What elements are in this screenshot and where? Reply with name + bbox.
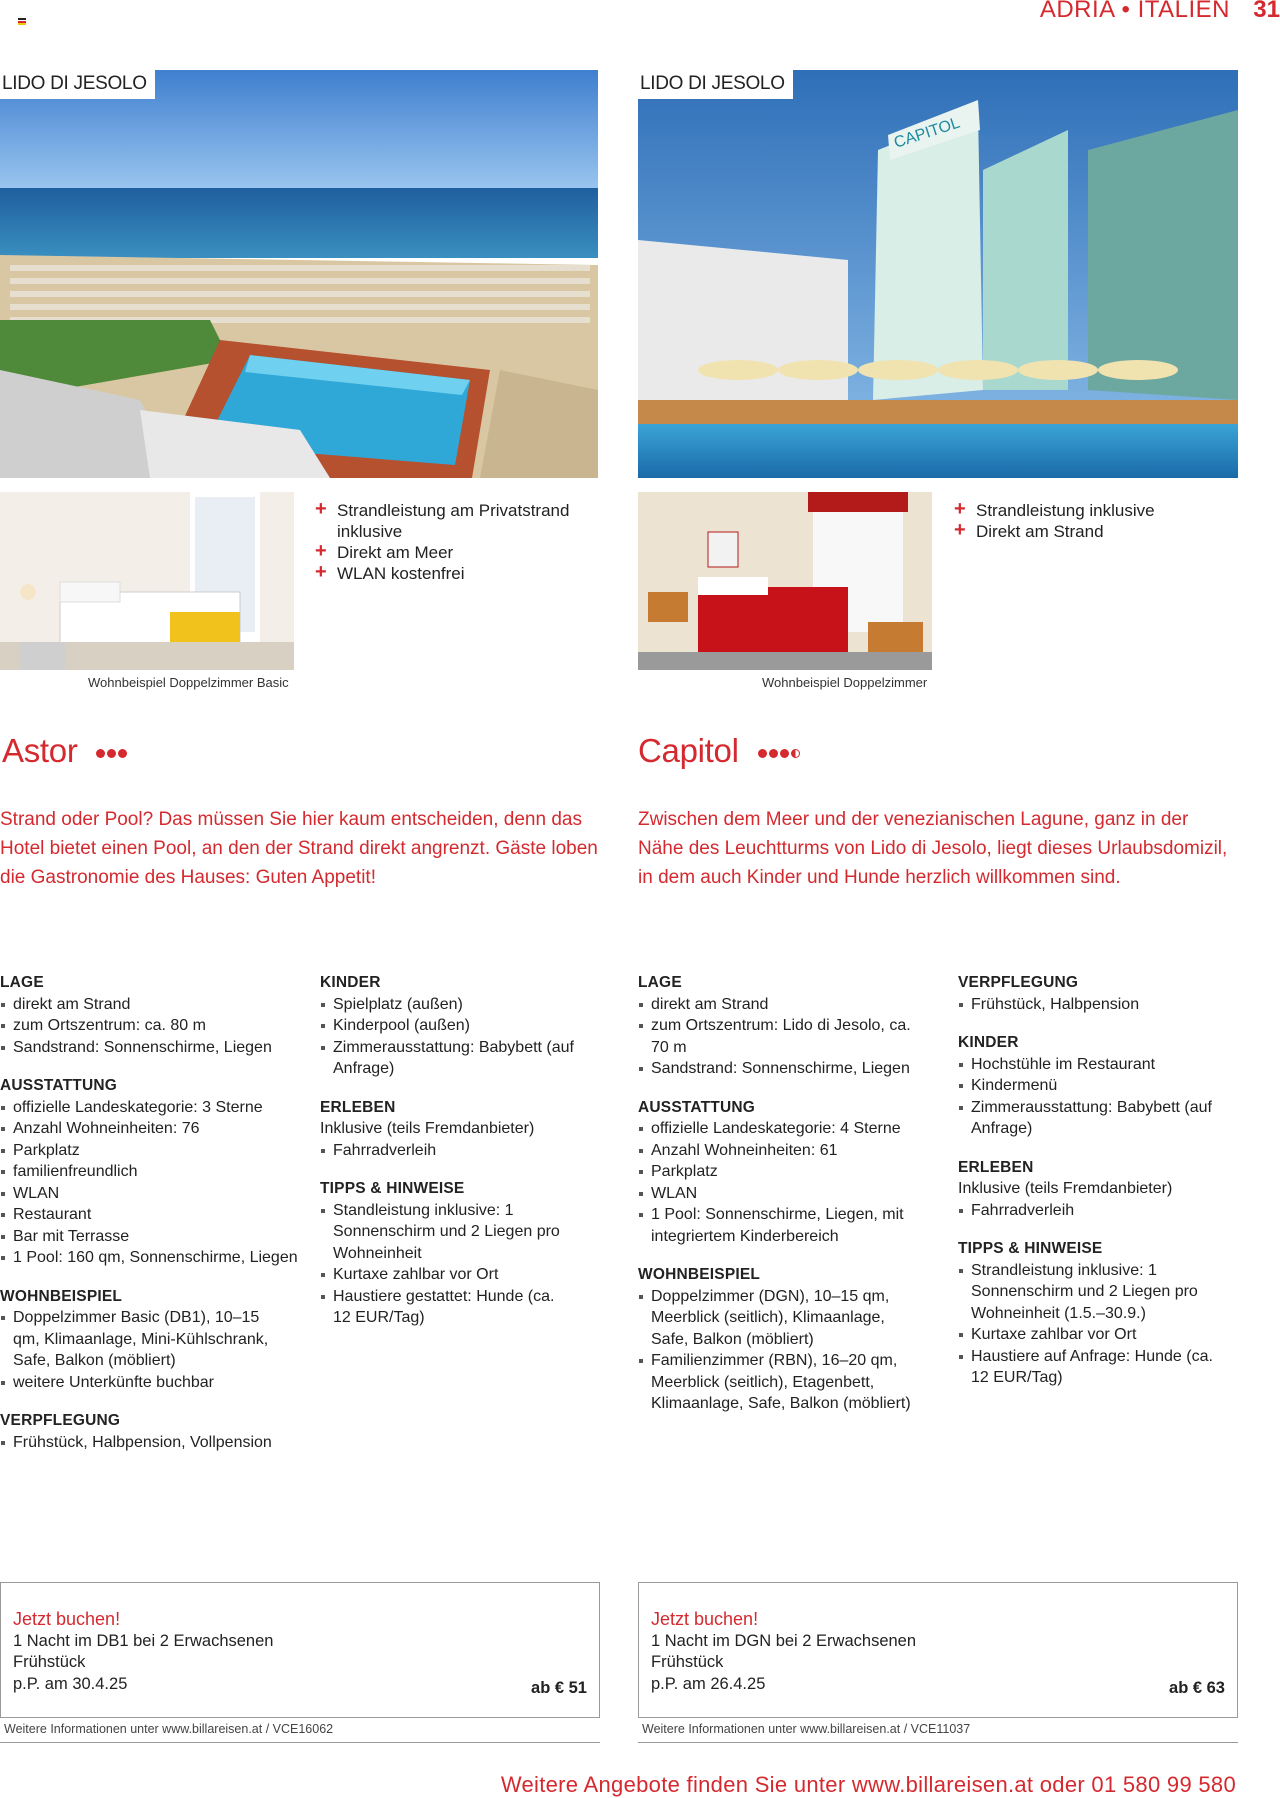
list-item: Kindermenü (958, 1075, 1238, 1097)
highlight-item: + WLAN kostenfrei (315, 561, 465, 583)
list-item: Frühstück, Halbpension (958, 994, 1238, 1016)
location-label: LIDO DI JESOLO (0, 70, 155, 99)
list-item: familienfreundlich (0, 1161, 300, 1183)
section-subtitle: Inklusive (teils Fremdanbieter) (320, 1120, 535, 1137)
info-line (638, 1722, 1238, 1743)
list-item: zum Ortszentrum: Lido di Jesolo, ca. 70 m (638, 1015, 911, 1058)
list-item: Doppelzimmer (DGN), 10–15 qm, Meerblick (seitlich), Klimaanlage, Safe, Balkon (möbliert) (638, 1286, 911, 1351)
list-item: Sandstrand: Sonnenschirme, Liegen (0, 1037, 300, 1059)
list-item: Kurtaxe zahlbar vor Ort (320, 1264, 600, 1286)
list-item: 1 Pool: Sonnenschirme, Liegen, mit integriertem Kinderbereich (638, 1204, 911, 1247)
info-line (0, 1722, 600, 1743)
booking-title: Jetzt buchen! (651, 1609, 759, 1629)
section-verpflegung (958, 972, 1238, 1015)
booking-price: ab € 51 (531, 1678, 587, 1697)
hotel-intro: Zwischen dem Meer und der venezianischen Lagune, ganz in der Nähe des Leuchtturms von Lido di Jesolo, liegt dieses Urlaubsdomizil, in dem auch Kinder und Hunde herzlich willkommen sind. (638, 809, 1228, 888)
list-item: Kinderpool (außen) (320, 1015, 600, 1037)
list-item: Parkplatz (0, 1140, 300, 1162)
plus-icon: + (315, 540, 327, 562)
list-item: Restaurant (0, 1204, 300, 1226)
rating-half-dot-icon (791, 749, 800, 758)
highlight-item: + Direkt am Meer (315, 540, 454, 562)
list-item: Anzahl Wohneinheiten: 76 (0, 1118, 300, 1140)
list-item: Fahrradverleih (958, 1200, 1238, 1222)
section-title: WOHNBEISPIEL (638, 1266, 761, 1283)
room-caption: Wohnbeispiel Doppelzimmer (762, 675, 928, 690)
plus-icon: + (954, 498, 966, 520)
section-title: TIPPS & HINWEISE (320, 1180, 465, 1197)
list-item: Frühstück, Halbpension, Vollpension (0, 1432, 300, 1454)
list-item: zum Ortszentrum: ca. 80 m (0, 1015, 300, 1037)
booking-box[interactable] (0, 1582, 600, 1718)
booking-line: Frühstück (651, 1653, 724, 1671)
list-item: direkt am Strand (0, 994, 300, 1016)
section-title: KINDER (958, 1034, 1019, 1051)
info-link[interactable]: Weitere Informationen unter www.billareisen.at / VCE16062 (4, 1722, 334, 1736)
section-verpflegung (0, 1410, 300, 1453)
section-ausstattung (0, 1075, 300, 1269)
list-item: WLAN (638, 1183, 938, 1205)
list-item: Standleistung inklusive: 1 Sonnenschirm und 2 Liegen pro Wohneinheit (320, 1200, 588, 1265)
list-item: Sandstrand: Sonnenschirme, Liegen (638, 1058, 938, 1080)
list-item: Haustiere auf Anfrage: Hunde (ca. 12 EUR/Tag) (958, 1346, 1221, 1389)
bedroom-photo (0, 492, 294, 670)
list-item: Familienzimmer (RBN), 16–20 qm, Meerblick (seitlich), Etagenbett, Klimaanlage, Safe, Balkon (möbliert) (638, 1350, 921, 1415)
section-wohnbeispiel (638, 1264, 938, 1415)
highlight-item: + Strandleistung am Privatstrand inklusive (315, 498, 570, 541)
list-item: WLAN (0, 1183, 300, 1205)
rating-dot-icon (758, 749, 767, 758)
section-title: VERPFLEGUNG (0, 1412, 121, 1429)
details-column (0, 972, 300, 1470)
hotel-building-pool-photo (638, 70, 1238, 478)
booking-line: 1 Nacht im DGN bei 2 Erwachsenen (651, 1631, 917, 1650)
section-title: VERPFLEGUNG (958, 974, 1079, 991)
list-item: Fahrradverleih (320, 1140, 600, 1162)
list-item: weitere Unterkünfte buchbar (0, 1372, 300, 1394)
section-title: ERLEBEN (958, 1158, 1034, 1176)
section-title: LAGE (638, 974, 682, 991)
page-number: 31 (1253, 0, 1280, 23)
svg-text:CAPITOL: CAPITOL (891, 114, 963, 152)
bedroom-red-photo (638, 492, 932, 670)
details-column (638, 972, 938, 1432)
flag-icon (18, 18, 26, 25)
plus-icon: + (954, 519, 966, 541)
list-item: Parkplatz (638, 1161, 938, 1183)
details-column (320, 972, 600, 1346)
section-kinder (958, 1032, 1238, 1140)
footer-promo[interactable]: Weitere Angebote finden Sie unter www.billareisen.at oder 01 580 99 580 (500, 1772, 1236, 1797)
hotel-intro: Strand oder Pool? Das müssen Sie hier kaum entscheiden, denn das Hotel bietet einen Pool, an den der Strand direkt angrenzt. Gäste loben die Gastronomie des Hauses: Guten Appetit! (0, 809, 598, 888)
section-title: LAGE (0, 974, 44, 991)
booking-line: Frühstück (13, 1653, 86, 1671)
list-item: Haustiere gestattet: Hunde (ca. 12 EUR/Tag) (320, 1286, 573, 1329)
details-column (958, 972, 1238, 1406)
location-label: LIDO DI JESOLO (638, 70, 793, 99)
booking-title: Jetzt buchen! (13, 1609, 121, 1629)
list-item: offizielle Landeskategorie: 4 Sterne (638, 1118, 938, 1140)
section-tipps (958, 1238, 1238, 1389)
plus-icon: + (315, 561, 327, 583)
section-erleben (320, 1097, 600, 1162)
highlight-item: + Strandleistung inklusive (954, 498, 1155, 520)
rating-dot-icon (118, 749, 127, 758)
room-caption: Wohnbeispiel Doppelzimmer Basic (88, 675, 289, 690)
booking-box[interactable] (638, 1582, 1238, 1718)
section-lage (0, 972, 300, 1058)
list-item: Strandleistung inklusive: 1 Sonnenschirm und 2 Liegen pro Wohneinheit (1.5.–30.9.) (958, 1260, 1226, 1325)
hotel-name: Capitol (638, 732, 800, 770)
section-kinder (320, 972, 600, 1080)
list-item: Zimmerausstattung: Babybett (auf Anfrage) (958, 1097, 1221, 1140)
rating-dots (96, 749, 127, 758)
page-header-title: ADRIA • ITALIEN (1039, 0, 1230, 23)
section-erleben (958, 1157, 1238, 1222)
list-item: Spielplatz (außen) (320, 994, 600, 1016)
section-title: WOHNBEISPIEL (0, 1287, 123, 1305)
highlight-item: + Direkt am Strand (954, 519, 1104, 541)
section-title: AUSSTATTUNG (638, 1098, 756, 1116)
highlight-list (315, 500, 585, 584)
rating-dot-icon (107, 749, 116, 758)
booking-line: p.P. am 26.4.25 (651, 1674, 766, 1693)
section-subtitle: Inklusive (teils Fremdanbieter) (958, 1180, 1173, 1197)
section-title: ERLEBEN (320, 1098, 396, 1116)
beach-pool-aerial-photo (0, 70, 598, 478)
section-lage (638, 972, 938, 1080)
section-title: KINDER (320, 974, 381, 991)
booking-price: ab € 63 (1169, 1678, 1225, 1697)
list-item: Zimmerausstattung: Babybett (auf Anfrage) (320, 1037, 583, 1080)
list-item: Anzahl Wohneinheiten: 61 (638, 1140, 938, 1162)
plus-icon: + (315, 498, 327, 520)
rating-dots (758, 749, 800, 758)
list-item: 1 Pool: 160 qm, Sonnenschirme, Liegen (0, 1247, 300, 1269)
list-item: direkt am Strand (638, 994, 938, 1016)
rating-dot-icon (96, 749, 105, 758)
rating-dot-icon (769, 749, 778, 758)
info-link[interactable]: Weitere Informationen unter www.billareisen.at / VCE11037 (642, 1722, 971, 1736)
highlight-list (954, 500, 1224, 542)
section-tipps (320, 1178, 600, 1329)
rating-dot-icon (780, 749, 789, 758)
list-item: Hochstühle im Restaurant (958, 1054, 1238, 1076)
list-item: Kurtaxe zahlbar vor Ort (958, 1324, 1238, 1346)
section-ausstattung (638, 1097, 938, 1248)
section-wohnbeispiel (0, 1286, 300, 1394)
list-item: offizielle Landeskategorie: 3 Sterne (0, 1097, 300, 1119)
hotel-name: Astor (2, 732, 127, 770)
booking-line: 1 Nacht im DB1 bei 2 Erwachsenen (13, 1631, 274, 1650)
list-item: Bar mit Terrasse (0, 1226, 300, 1248)
booking-line: p.P. am 30.4.25 (13, 1674, 128, 1693)
section-title: TIPPS & HINWEISE (958, 1240, 1103, 1257)
section-title: AUSSTATTUNG (0, 1077, 118, 1094)
list-item: Doppelzimmer Basic (DB1), 10–15 qm, Klimaanlage, Mini-Kühlschrank, Safe, Balkon (möbliert) (0, 1307, 273, 1372)
